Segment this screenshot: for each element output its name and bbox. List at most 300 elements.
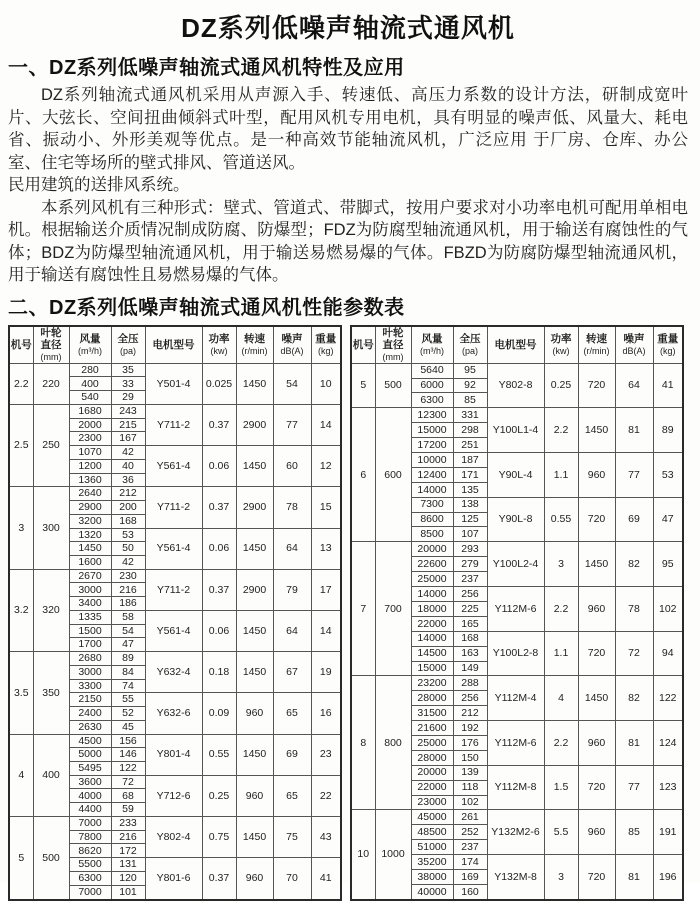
cell-speed: 1450 xyxy=(236,528,273,569)
cell-pressure: 216 xyxy=(111,583,145,597)
cell-noise: 78 xyxy=(273,487,311,528)
cell-pressure: 101 xyxy=(111,885,145,900)
table-row xyxy=(351,810,683,825)
cell-airflow: 23000 xyxy=(411,795,453,810)
cell-noise: 81 xyxy=(615,408,653,453)
cell-weight: 124 xyxy=(653,721,683,766)
cell-pressure: 146 xyxy=(111,748,145,762)
cell-size: 2.5 xyxy=(9,404,33,486)
cell-pressure: 298 xyxy=(453,423,487,438)
cell-weight: 15 xyxy=(311,487,341,528)
cell-power: 0.37 xyxy=(202,404,236,445)
cell-speed: 960 xyxy=(236,858,273,900)
cell-airflow: 14000 xyxy=(411,482,453,497)
cell-airflow: 1450 xyxy=(69,542,111,556)
cell-noise: 65 xyxy=(273,693,311,734)
cell-power: 0.06 xyxy=(202,528,236,569)
cell-power: 0.55 xyxy=(202,734,236,775)
cell-airflow: 14000 xyxy=(411,587,453,602)
table-row xyxy=(9,652,341,666)
cell-speed: 1450 xyxy=(578,542,615,587)
cell-airflow: 8600 xyxy=(411,512,453,527)
cell-power: 2.2 xyxy=(544,408,578,453)
cell-pressure: 122 xyxy=(111,761,145,775)
table-row xyxy=(9,569,341,583)
cell-noise: 64 xyxy=(615,363,653,408)
cell-pressure: 172 xyxy=(111,844,145,858)
cell-weight: 12 xyxy=(311,446,341,487)
cell-motor: Y711-2 xyxy=(145,569,202,610)
cell-airflow: 7800 xyxy=(69,830,111,844)
cell-noise: 82 xyxy=(615,676,653,721)
cell-airflow: 3200 xyxy=(69,514,111,528)
cell-pressure: 167 xyxy=(111,432,145,446)
cell-noise: 67 xyxy=(273,652,311,693)
cell-pressure: 192 xyxy=(453,721,487,736)
cell-weight: 41 xyxy=(653,363,683,408)
cell-airflow: 2150 xyxy=(69,693,111,707)
cell-noise: 64 xyxy=(273,528,311,569)
cell-weight: 13 xyxy=(311,528,341,569)
table-row xyxy=(351,363,683,378)
cell-size: 7 xyxy=(351,542,375,676)
cell-motor: Y712-6 xyxy=(145,775,202,816)
cell-pressure: 256 xyxy=(453,691,487,706)
cell-airflow: 7000 xyxy=(69,885,111,900)
cell-power: 1.5 xyxy=(544,765,578,810)
cell-weight: 17 xyxy=(311,569,341,610)
cell-pressure: 212 xyxy=(111,487,145,501)
col-header-airflow: 风量 (m³/h) xyxy=(69,326,111,364)
cell-speed: 720 xyxy=(578,631,615,676)
cell-pressure: 92 xyxy=(453,378,487,393)
cell-pressure: 215 xyxy=(111,418,145,432)
cell-pressure: 187 xyxy=(453,453,487,468)
col-header-motor: 电机型号 xyxy=(145,326,202,364)
cell-noise: 75 xyxy=(273,816,311,857)
cell-size: 2.2 xyxy=(9,363,33,404)
cell-pressure: 84 xyxy=(111,665,145,679)
cell-airflow: 17200 xyxy=(411,438,453,453)
cell-airflow: 3600 xyxy=(69,775,111,789)
cell-pressure: 47 xyxy=(111,638,145,652)
cell-speed: 960 xyxy=(578,810,615,855)
cell-pressure: 233 xyxy=(111,816,145,830)
cell-motor: Y100L2-4 xyxy=(487,542,544,587)
cell-airflow: 15000 xyxy=(411,423,453,438)
cell-motor: Y112M-8 xyxy=(487,765,544,810)
cell-motor: Y112M-6 xyxy=(487,721,544,766)
cell-motor: Y711-2 xyxy=(145,404,202,445)
cell-airflow: 2680 xyxy=(69,652,111,666)
cell-noise: 81 xyxy=(615,855,653,900)
cell-weight: 23 xyxy=(311,734,341,775)
cell-speed: 2900 xyxy=(236,404,273,445)
cell-pressure: 40 xyxy=(111,459,145,473)
cell-airflow: 20000 xyxy=(411,542,453,557)
cell-noise: 65 xyxy=(273,775,311,816)
cell-size: 6 xyxy=(351,408,375,542)
cell-noise: 60 xyxy=(273,446,311,487)
performance-table-left xyxy=(8,325,342,901)
cell-airflow: 1200 xyxy=(69,459,111,473)
cell-pressure: 251 xyxy=(453,438,487,453)
col-header-noise: 噪声 dB(A) xyxy=(273,326,311,364)
cell-airflow: 20000 xyxy=(411,765,453,780)
cell-pressure: 36 xyxy=(111,473,145,487)
cell-diameter: 800 xyxy=(375,676,411,810)
cell-motor: Y632-6 xyxy=(145,693,202,734)
cell-speed: 1450 xyxy=(578,408,615,453)
table-header-row xyxy=(9,326,341,364)
cell-airflow: 3300 xyxy=(69,679,111,693)
cell-power: 3 xyxy=(544,855,578,900)
cell-diameter: 320 xyxy=(33,569,69,651)
cell-diameter: 400 xyxy=(33,734,69,816)
col-header-weight: 重量 (kg) xyxy=(653,326,683,364)
cell-weight: 94 xyxy=(653,631,683,676)
cell-pressure: 150 xyxy=(453,750,487,765)
cell-weight: 102 xyxy=(653,587,683,632)
cell-speed: 960 xyxy=(578,453,615,498)
cell-pressure: 293 xyxy=(453,542,487,557)
cell-noise: 81 xyxy=(615,721,653,766)
col-header-diameter: 叶轮 直径 (mm) xyxy=(375,326,411,364)
cell-power: 0.25 xyxy=(202,775,236,816)
cell-airflow: 2300 xyxy=(69,432,111,446)
cell-airflow: 5495 xyxy=(69,761,111,775)
cell-power: 0.025 xyxy=(202,363,236,404)
cell-power: 0.25 xyxy=(544,363,578,408)
cell-airflow: 48500 xyxy=(411,825,453,840)
cell-pressure: 118 xyxy=(453,780,487,795)
page-title: DZ系列低噪声轴流式通风机 xyxy=(181,13,515,43)
cell-noise: 85 xyxy=(615,810,653,855)
cell-power: 0.09 xyxy=(202,693,236,734)
cell-airflow: 28000 xyxy=(411,691,453,706)
section-1-heading: 一、DZ系列低噪声轴流式通风机特性及应用 xyxy=(8,57,405,79)
table-header-row xyxy=(351,326,683,364)
cell-airflow: 1700 xyxy=(69,638,111,652)
col-header-speed: 转速 (r/min) xyxy=(578,326,615,364)
cell-speed: 960 xyxy=(578,721,615,766)
cell-airflow: 21600 xyxy=(411,721,453,736)
cell-noise: 77 xyxy=(615,453,653,498)
cell-weight: 22 xyxy=(311,775,341,816)
cell-diameter: 1000 xyxy=(375,810,411,900)
table-row xyxy=(351,676,683,691)
cell-motor: Y132M2-6 xyxy=(487,810,544,855)
cell-noise: 77 xyxy=(615,765,653,810)
cell-airflow: 1360 xyxy=(69,473,111,487)
cell-diameter: 220 xyxy=(33,363,69,404)
cell-pressure: 33 xyxy=(111,377,145,391)
cell-speed: 2900 xyxy=(236,569,273,610)
cell-pressure: 168 xyxy=(111,514,145,528)
cell-pressure: 120 xyxy=(111,871,145,885)
cell-airflow: 35200 xyxy=(411,855,453,870)
cell-pressure: 42 xyxy=(111,446,145,460)
cell-airflow: 14000 xyxy=(411,631,453,646)
cell-pressure: 163 xyxy=(453,646,487,661)
section-1-paragraph-3: 本系列风机有三种形式：壁式、管道式、带脚式，按用户要求对小功率电机可配用单相电机。根据输送介质情况制成防腐、防爆型；FDZ为防腐型轴流通风机，用于输送有腐蚀性的气体；BDZ为防爆型轴流通风机，用于输送易燃易爆的气体。FBZD为防腐防爆型轴流通风机，用于输送有腐蚀性且易燃易爆的气体。 xyxy=(8,198,688,284)
table-row xyxy=(9,487,341,501)
cell-pressure: 279 xyxy=(453,557,487,572)
col-header-speed: 转速 (r/min) xyxy=(236,326,273,364)
cell-pressure: 59 xyxy=(111,803,145,817)
cell-speed: 1450 xyxy=(578,676,615,721)
cell-weight: 14 xyxy=(311,404,341,445)
cell-diameter: 500 xyxy=(33,816,69,899)
cell-airflow: 1335 xyxy=(69,610,111,624)
col-header-noise: 噪声 dB(A) xyxy=(615,326,653,364)
col-header-power: 功率 (kw) xyxy=(202,326,236,364)
cell-power: 0.37 xyxy=(202,487,236,528)
cell-airflow: 25000 xyxy=(411,572,453,587)
cell-power: 4 xyxy=(544,676,578,721)
cell-noise: 72 xyxy=(615,631,653,676)
cell-power: 3 xyxy=(544,542,578,587)
cell-airflow: 51000 xyxy=(411,840,453,855)
cell-pressure: 58 xyxy=(111,610,145,624)
cell-motor: Y112M-6 xyxy=(487,587,544,632)
cell-motor: Y132M-8 xyxy=(487,855,544,900)
cell-power: 1.1 xyxy=(544,453,578,498)
cell-pressure: 186 xyxy=(111,597,145,611)
cell-pressure: 45 xyxy=(111,720,145,734)
cell-airflow: 7300 xyxy=(411,497,453,512)
cell-power: 0.37 xyxy=(202,858,236,900)
section-2-heading: 二、DZ系列低噪声轴流式通风机性能参数表 xyxy=(8,296,405,319)
cell-airflow: 22600 xyxy=(411,557,453,572)
table-row xyxy=(9,816,341,830)
cell-motor: Y100L2-8 xyxy=(487,631,544,676)
cell-noise: 64 xyxy=(273,610,311,651)
cell-pressure: 331 xyxy=(453,408,487,423)
cell-airflow: 5000 xyxy=(69,748,111,762)
cell-airflow: 23200 xyxy=(411,676,453,691)
cell-power: 2.2 xyxy=(544,587,578,632)
cell-size: 5 xyxy=(351,363,375,408)
cell-airflow: 3000 xyxy=(69,665,111,679)
col-header-diameter: 叶轮 直径 (mm) xyxy=(33,326,69,364)
cell-pressure: 176 xyxy=(453,735,487,750)
cell-diameter: 250 xyxy=(33,404,69,486)
cell-pressure: 212 xyxy=(453,706,487,721)
cell-weight: 19 xyxy=(311,652,341,693)
table-row xyxy=(9,363,341,377)
cell-airflow: 22000 xyxy=(411,780,453,795)
col-header-pressure: 全压 (pa) xyxy=(111,326,145,364)
cell-weight: 43 xyxy=(311,816,341,857)
cell-airflow: 2640 xyxy=(69,487,111,501)
col-header-size: 机号 xyxy=(351,326,375,364)
cell-speed: 1450 xyxy=(236,734,273,775)
cell-airflow: 6300 xyxy=(69,871,111,885)
cell-pressure: 54 xyxy=(111,624,145,638)
cell-size: 3.5 xyxy=(9,652,33,734)
cell-diameter: 500 xyxy=(375,363,411,408)
cell-airflow: 7000 xyxy=(69,816,111,830)
cell-pressure: 225 xyxy=(453,601,487,616)
cell-pressure: 237 xyxy=(453,840,487,855)
cell-motor: Y501-4 xyxy=(145,363,202,404)
cell-pressure: 216 xyxy=(111,830,145,844)
cell-weight: 14 xyxy=(311,610,341,651)
cell-pressure: 168 xyxy=(453,631,487,646)
cell-pressure: 261 xyxy=(453,810,487,825)
table-row xyxy=(351,542,683,557)
cell-speed: 1450 xyxy=(236,652,273,693)
cell-pressure: 29 xyxy=(111,391,145,405)
cell-diameter: 700 xyxy=(375,542,411,676)
cell-airflow: 18000 xyxy=(411,601,453,616)
cell-power: 0.18 xyxy=(202,652,236,693)
cell-speed: 720 xyxy=(578,855,615,900)
cell-airflow: 4400 xyxy=(69,803,111,817)
cell-airflow: 4000 xyxy=(69,789,111,803)
cell-pressure: 42 xyxy=(111,555,145,569)
cell-noise: 69 xyxy=(615,497,653,542)
cell-motor: Y100L1-4 xyxy=(487,408,544,453)
section-1-paragraph-1: DZ系列轴流式通风机采用从声源入手、转速低、高压力系数的设计方法，研制成宽叶片、大弦长、空间扭曲倾斜式叶型，配用风机专用电机，具有明显的噪声低、风量大、耗电省、振动小、外形美观等优点。是一种高效节能轴流风机，广泛应用 于厂房、仓库、办公室、住宅等场所的壁式排风、管道送风。 xyxy=(8,86,688,172)
cell-weight: 123 xyxy=(653,765,683,810)
cell-weight: 16 xyxy=(311,693,341,734)
cell-airflow: 14500 xyxy=(411,646,453,661)
cell-size: 3 xyxy=(9,487,33,569)
cell-airflow: 12300 xyxy=(411,408,453,423)
cell-airflow: 2670 xyxy=(69,569,111,583)
cell-weight: 191 xyxy=(653,810,683,855)
cell-pressure: 102 xyxy=(453,795,487,810)
cell-pressure: 139 xyxy=(453,765,487,780)
cell-pressure: 107 xyxy=(453,527,487,542)
cell-pressure: 125 xyxy=(453,512,487,527)
cell-speed: 2900 xyxy=(236,487,273,528)
cell-pressure: 35 xyxy=(111,363,145,377)
cell-pressure: 85 xyxy=(453,393,487,408)
cell-motor: Y561-4 xyxy=(145,528,202,569)
performance-tables xyxy=(8,325,688,901)
cell-pressure: 156 xyxy=(111,734,145,748)
cell-speed: 720 xyxy=(578,363,615,408)
cell-airflow: 6300 xyxy=(411,393,453,408)
cell-speed: 1450 xyxy=(236,446,273,487)
cell-pressure: 131 xyxy=(111,858,145,872)
cell-motor: Y711-2 xyxy=(145,487,202,528)
cell-power: 0.37 xyxy=(202,569,236,610)
cell-speed: 960 xyxy=(236,693,273,734)
cell-power: 0.75 xyxy=(202,816,236,857)
cell-airflow: 2900 xyxy=(69,501,111,515)
cell-noise: 54 xyxy=(273,363,311,404)
cell-motor: Y561-4 xyxy=(145,446,202,487)
cell-pressure: 230 xyxy=(111,569,145,583)
cell-airflow: 22000 xyxy=(411,616,453,631)
cell-airflow: 5640 xyxy=(411,363,453,378)
cell-pressure: 237 xyxy=(453,572,487,587)
section-1-paragraph-2: 民用建筑的送排风系统。 xyxy=(8,176,190,194)
cell-pressure: 174 xyxy=(453,855,487,870)
cell-power: 0.06 xyxy=(202,446,236,487)
cell-motor: Y802-8 xyxy=(487,363,544,408)
col-header-weight: 重量 (kg) xyxy=(311,326,341,364)
cell-pressure: 68 xyxy=(111,789,145,803)
cell-airflow: 8500 xyxy=(411,527,453,542)
cell-pressure: 72 xyxy=(111,775,145,789)
cell-airflow: 15000 xyxy=(411,661,453,676)
cell-motor: Y802-4 xyxy=(145,816,202,857)
cell-airflow: 2400 xyxy=(69,707,111,721)
cell-size: 5 xyxy=(9,816,33,899)
cell-weight: 95 xyxy=(653,542,683,587)
cell-speed: 1450 xyxy=(236,816,273,857)
cell-airflow: 1500 xyxy=(69,624,111,638)
cell-motor: Y90L-4 xyxy=(487,453,544,498)
cell-weight: 53 xyxy=(653,453,683,498)
cell-motor: Y801-4 xyxy=(145,734,202,775)
cell-size: 4 xyxy=(9,734,33,816)
cell-weight: 122 xyxy=(653,676,683,721)
cell-pressure: 50 xyxy=(111,542,145,556)
cell-weight: 41 xyxy=(311,858,341,900)
cell-pressure: 252 xyxy=(453,825,487,840)
cell-speed: 960 xyxy=(236,775,273,816)
performance-table-right xyxy=(350,325,684,901)
cell-airflow: 1070 xyxy=(69,446,111,460)
cell-speed: 1450 xyxy=(236,610,273,651)
cell-diameter: 600 xyxy=(375,408,411,542)
cell-pressure: 200 xyxy=(111,501,145,515)
cell-airflow: 400 xyxy=(69,377,111,391)
cell-speed: 960 xyxy=(578,587,615,632)
cell-weight: 47 xyxy=(653,497,683,542)
cell-speed: 1450 xyxy=(236,363,273,404)
cell-airflow: 5500 xyxy=(69,858,111,872)
cell-power: 0.06 xyxy=(202,610,236,651)
cell-pressure: 89 xyxy=(111,652,145,666)
cell-airflow: 31500 xyxy=(411,706,453,721)
cell-airflow: 1680 xyxy=(69,404,111,418)
col-header-pressure: 全压 (pa) xyxy=(453,326,487,364)
cell-pressure: 160 xyxy=(453,884,487,899)
cell-pressure: 171 xyxy=(453,467,487,482)
cell-pressure: 55 xyxy=(111,693,145,707)
cell-airflow: 3400 xyxy=(69,597,111,611)
cell-weight: 196 xyxy=(653,855,683,900)
cell-weight: 89 xyxy=(653,408,683,453)
cell-pressure: 95 xyxy=(453,363,487,378)
cell-pressure: 256 xyxy=(453,587,487,602)
cell-motor: Y632-4 xyxy=(145,652,202,693)
cell-airflow: 28000 xyxy=(411,750,453,765)
table-row xyxy=(351,408,683,423)
cell-pressure: 149 xyxy=(453,661,487,676)
cell-size: 8 xyxy=(351,676,375,810)
cell-pressure: 74 xyxy=(111,679,145,693)
cell-airflow: 38000 xyxy=(411,869,453,884)
cell-motor: Y801-6 xyxy=(145,858,202,900)
cell-speed: 720 xyxy=(578,497,615,542)
cell-noise: 70 xyxy=(273,858,311,900)
cell-airflow: 25000 xyxy=(411,735,453,750)
cell-pressure: 138 xyxy=(453,497,487,512)
table-row xyxy=(9,734,341,748)
cell-noise: 82 xyxy=(615,542,653,587)
col-header-size: 机号 xyxy=(9,326,33,364)
cell-airflow: 10000 xyxy=(411,453,453,468)
cell-airflow: 2630 xyxy=(69,720,111,734)
